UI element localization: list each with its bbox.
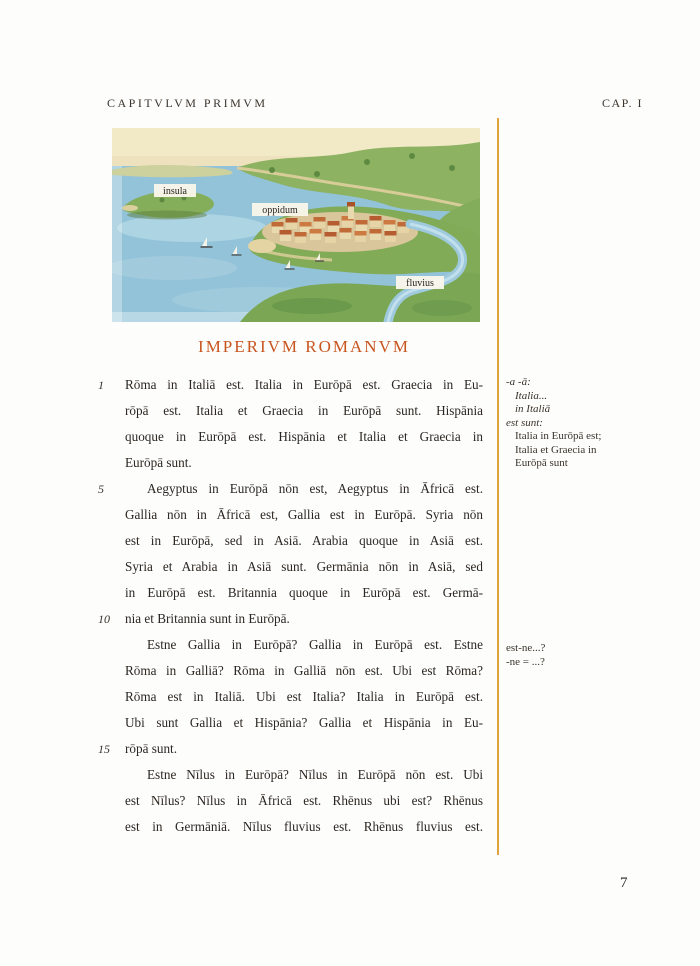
text-line-content: Estne Nīlus in Eurōpā? Nīlus in Eurōpā nōn est. Ubi bbox=[147, 767, 483, 782]
oppidum-label-text: oppidum bbox=[262, 205, 298, 216]
text-line bbox=[125, 658, 483, 684]
text-line-content: Syria et Arabia in Asiā sunt. Germānia nōn in Asiā, sed bbox=[125, 559, 483, 574]
margin-note-line: Italia in Eurōpā est; bbox=[515, 430, 602, 442]
text-line bbox=[125, 528, 483, 554]
text-line-content: quoque in Eurōpā est. Hispānia et Italia et Graecia in bbox=[125, 429, 483, 444]
fluvius-label-text: fluvius bbox=[406, 278, 434, 289]
text-line-content: Ubi sunt Gallia et Hispānia? Gallia et Hispānia in Eu- bbox=[125, 715, 483, 730]
text-line bbox=[125, 684, 483, 710]
running-header-left: CAPITVLVM PRIMVM bbox=[107, 96, 268, 110]
label-fluvius bbox=[396, 276, 444, 289]
margin-note-1 bbox=[506, 376, 666, 471]
text-line-content: Gallia nōn in Āfricā est, Gallia est in Eurōpā. Syria nōn bbox=[125, 507, 483, 522]
text-line bbox=[125, 424, 483, 450]
text-line-content: rōpā est. Italia et Graecia in Eurōpā sunt. Hispānia bbox=[125, 403, 483, 418]
label-insula bbox=[154, 184, 196, 197]
line-number: 15 bbox=[98, 742, 110, 756]
margin-note-line: Italia... bbox=[515, 389, 548, 402]
main-text-column bbox=[98, 372, 483, 840]
text-line bbox=[98, 476, 483, 502]
text-line bbox=[98, 372, 483, 398]
margin-rule bbox=[497, 118, 499, 855]
text-line-content: est in Germāniā. Nīlus fluvius est. Rhēnus fluvius est. bbox=[125, 819, 483, 834]
margin-note-line: -a -ā: bbox=[506, 376, 531, 388]
text-line bbox=[125, 814, 483, 840]
running-header-right: CAP. I bbox=[601, 96, 643, 110]
text-line-content: Rōma est in Italiā. Ubi est Italia? Italia in Eurōpā est. bbox=[125, 689, 483, 704]
insula-label-text: insula bbox=[163, 186, 187, 197]
chapter-title: IMPERIVM ROMANVM bbox=[198, 337, 410, 356]
text-line-content: rōpā sunt. bbox=[125, 741, 178, 756]
text-line-content: nia et Britannia sunt in Eurōpā. bbox=[125, 611, 290, 626]
text-line-content: est Nīlus? Nīlus in Āfricā est. Rhēnus ubi est? Rhēnus bbox=[125, 793, 483, 808]
text-line-content: Rōma in Galliā? Rōma in Galliā nōn est. Ubi est Rōma? bbox=[125, 663, 483, 678]
page-number: 7 bbox=[620, 875, 628, 891]
line-number: 10 bbox=[98, 612, 110, 626]
text-line bbox=[125, 710, 483, 736]
margin-note-line: Eurōpā sunt bbox=[515, 457, 568, 469]
margin-note-line: est-ne...? bbox=[506, 642, 546, 654]
text-line bbox=[125, 398, 483, 424]
text-line bbox=[125, 450, 483, 476]
text-line-content: Eurōpā sunt. bbox=[125, 455, 192, 470]
margin-note-line: est sunt: bbox=[506, 416, 543, 429]
text-line bbox=[125, 762, 483, 788]
text-line bbox=[125, 632, 483, 658]
text-line bbox=[125, 554, 483, 580]
label-oppidum bbox=[252, 203, 308, 216]
text-line bbox=[125, 788, 483, 814]
margin-note-line: in Italiā bbox=[515, 403, 551, 415]
text-line-content: Rōma in Italiā est. Italia in Eurōpā est. Graecia in Eu- bbox=[125, 377, 483, 392]
text-line-content: Aegyptus in Eurōpā nōn est, Aegyptus in Āfricā est. bbox=[147, 481, 483, 496]
margin-note-2 bbox=[506, 642, 666, 669]
line-number: 5 bbox=[98, 482, 104, 496]
map-illustration-svg bbox=[112, 128, 480, 322]
text-line-content: est in Eurōpā, sed in Asiā. Arabia quoque in Asiā est. bbox=[125, 533, 483, 548]
line-number: 1 bbox=[98, 378, 104, 392]
map-illustration bbox=[112, 128, 480, 322]
text-line-content: in Eurōpā est. Britannia quoque in Eurōpā est. Germā- bbox=[125, 585, 483, 600]
text-line bbox=[98, 736, 483, 762]
margin-note-line: -ne = ...? bbox=[506, 655, 545, 668]
text-line bbox=[125, 580, 483, 606]
margin-note-line: Italia et Graecia in bbox=[515, 443, 597, 456]
text-line-content: Estne Gallia in Eurōpā? Gallia in Eurōpā est. Estne bbox=[147, 637, 483, 652]
text-line bbox=[125, 502, 483, 528]
text-line bbox=[98, 606, 483, 632]
